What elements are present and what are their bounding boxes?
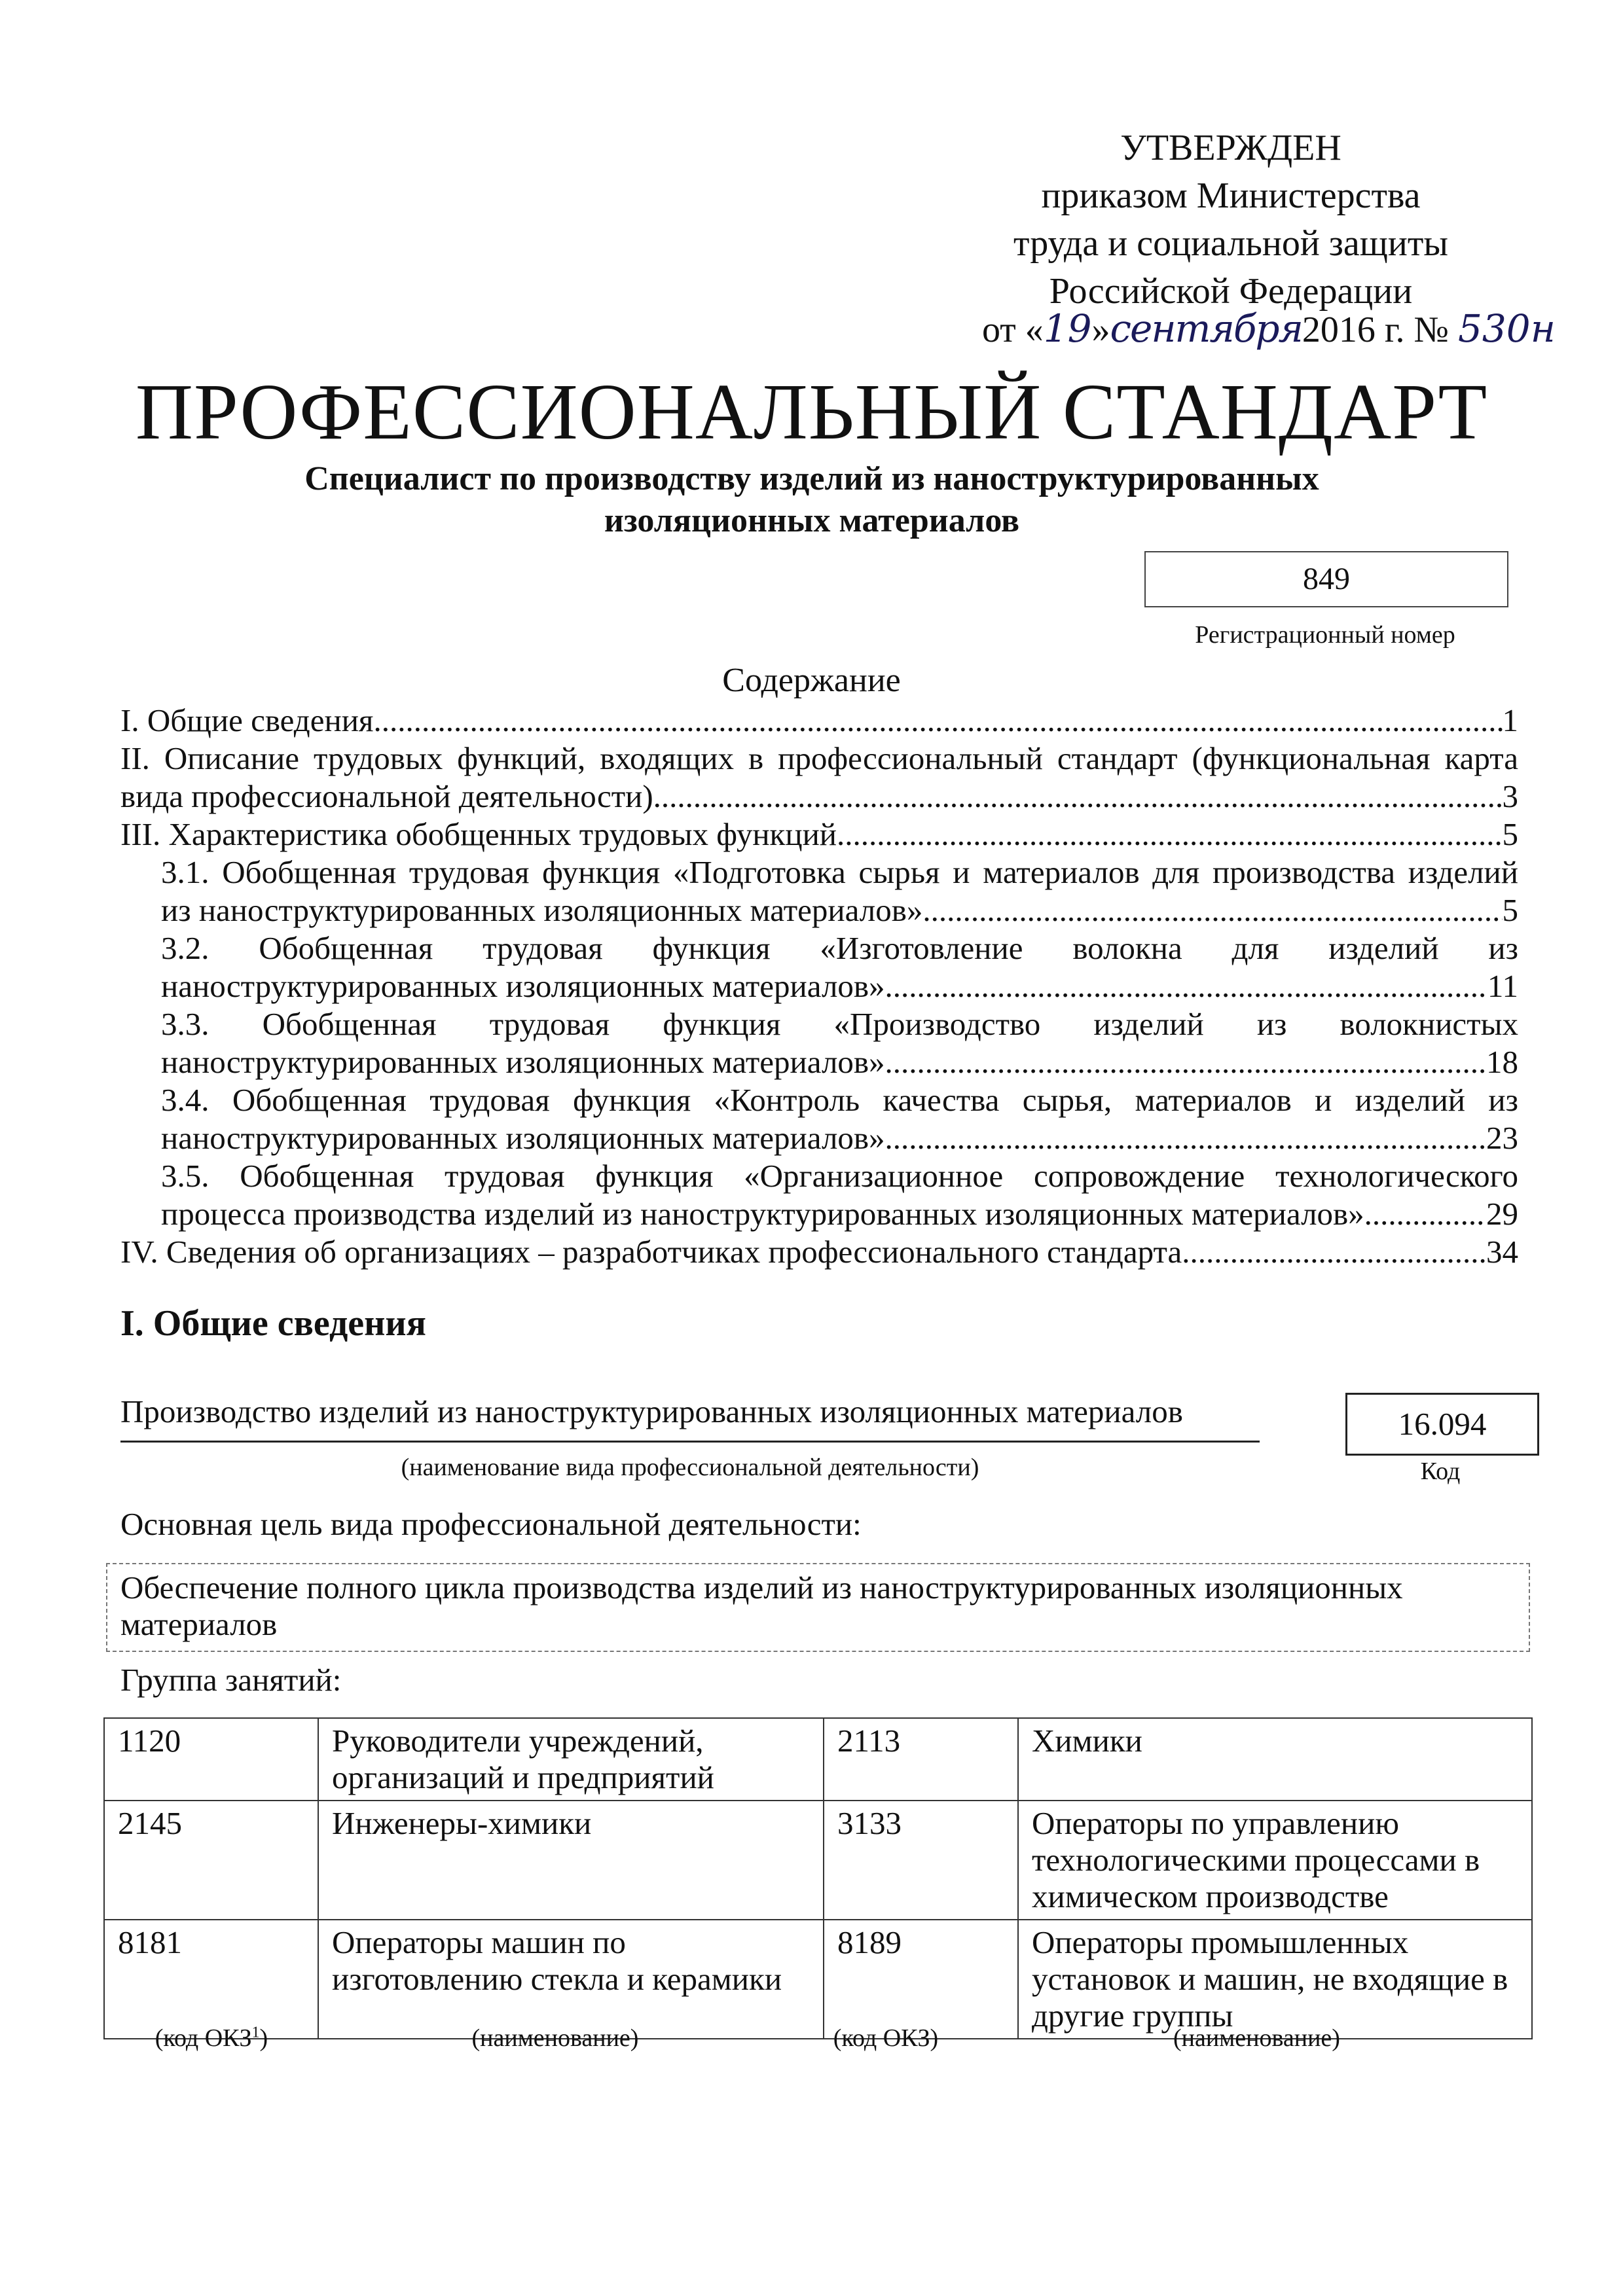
- toc-item-line[interactable]: 3.5. Обобщенная трудовая функция «Организационное сопровождение технологического: [161, 1158, 1518, 1194]
- toc-item-line[interactable]: 3.1. Обобщенная трудовая функция «Подготовка сырья и материалов для производства изделий: [161, 854, 1518, 890]
- order-day: 19: [1043, 306, 1092, 351]
- order-line: [982, 306, 1556, 351]
- footnote-marker[interactable]: 1: [251, 2024, 260, 2041]
- registration-label: Регистрационный номер: [1195, 621, 1455, 649]
- toc-item[interactable]: [161, 1043, 1518, 1081]
- toc-page: 5: [1502, 892, 1518, 928]
- occupation-name: Операторы машин по изготовлению стекла и керамики: [318, 1920, 824, 2039]
- goal-line: Обеспечение полного цикла производства изделий из наноструктурированных изоляционных: [120, 1570, 1403, 1605]
- activity-note: (наименование вида профессиональной деятельности): [401, 1454, 979, 1481]
- note-okz-code: (код ОКЗ): [833, 2024, 939, 2052]
- toc-page: 23: [1486, 1120, 1518, 1156]
- occupation-name: Инженеры-химики: [318, 1801, 824, 1920]
- approval-line: Российской Федерации: [1049, 271, 1413, 312]
- toc-item-text: вида профессиональной деятельности): [120, 778, 653, 814]
- goal-label: Основная цель вида профессиональной деятельности:: [120, 1506, 862, 1542]
- approval-line: УТВЕРЖДЕН: [1120, 128, 1341, 168]
- okz-code: 2145: [104, 1801, 318, 1920]
- approval-line: труда и социальной защиты: [1013, 223, 1448, 264]
- note-okz-code: (код ОКЗ$^1$): [155, 2024, 268, 2052]
- toc-item-line[interactable]: II. Описание трудовых функций, входящих в профессиональный стандарт (функциональная карта: [120, 740, 1518, 776]
- goal-line: материалов: [120, 1606, 278, 1642]
- toc-page: 1: [1502, 702, 1518, 738]
- toc-item[interactable]: [120, 816, 1518, 853]
- goal-box: [106, 1563, 1530, 1652]
- occupation-table: [103, 1717, 1533, 2039]
- section-title: I. Общие сведения: [120, 1303, 426, 1344]
- occupation-name: Операторы по управлению технологическими процессами в химическом производстве: [1018, 1801, 1532, 1920]
- toc-item-text: IV. Сведения об организациях – разработчиках профессионального стандарта: [120, 1234, 1182, 1270]
- toc-item-text: наноструктурированных изоляционных материалов»: [161, 1044, 885, 1080]
- okz-code: 3133: [824, 1801, 1018, 1920]
- toc-page: 18: [1486, 1044, 1518, 1080]
- note-name: (наименование): [471, 2024, 639, 2052]
- table-of-contents: [120, 702, 1518, 1271]
- toc-item[interactable]: [120, 778, 1518, 816]
- occupation-name: Операторы промышленных установок и машин, не входящие в другие группы: [1018, 1920, 1532, 2039]
- toc-item-text: процесса производства изделий из наноструктурированных изоляционных материалов»: [161, 1196, 1364, 1232]
- occupation-name: Химики: [1018, 1718, 1532, 1801]
- occupation-name: Руководители учреждений, организаций и предприятий: [318, 1718, 824, 1801]
- order-prefix: от «: [982, 310, 1044, 350]
- toc-page: 5: [1502, 816, 1518, 852]
- toc-item-text: из наноструктурированных изоляционных материалов»: [161, 892, 923, 928]
- toc-item-text: наноструктурированных изоляционных материалов»: [161, 1120, 885, 1156]
- activity-name: Производство изделий из наноструктурированных изоляционных материалов: [120, 1393, 1260, 1443]
- toc-item-line[interactable]: 3.4. Обобщенная трудовая функция «Контроль качества сырья, материалов и изделий из: [161, 1082, 1518, 1118]
- subtitle-line: Специалист по производству изделий из наноструктурированных: [304, 460, 1319, 497]
- toc-page: 3: [1502, 778, 1518, 814]
- toc-page: 34: [1486, 1234, 1518, 1270]
- approval-line: приказом Министерства: [1041, 175, 1421, 216]
- order-year: 2016 г. №: [1302, 310, 1449, 350]
- okz-code: 1120: [104, 1718, 318, 1801]
- toc-item-text: III. Характеристика обобщенных трудовых функций: [120, 816, 837, 852]
- approval-block: [969, 124, 1493, 315]
- okz-code: 8181: [104, 1920, 318, 2039]
- document-title: ПРОФЕССИОНАЛЬНЫЙ СТАНДАРТ: [135, 368, 1488, 456]
- toc-item[interactable]: [161, 1119, 1518, 1157]
- toc-heading: Содержание: [722, 662, 901, 699]
- toc-item-line[interactable]: 3.3. Обобщенная трудовая функция «Производство изделий из волокнистых: [161, 1006, 1518, 1042]
- toc-item[interactable]: [161, 891, 1518, 929]
- table-row: [104, 1920, 1532, 2039]
- toc-item[interactable]: [120, 702, 1518, 740]
- okz-code: 2113: [824, 1718, 1018, 1801]
- toc-item[interactable]: [120, 1233, 1518, 1271]
- toc-item[interactable]: [161, 1195, 1518, 1233]
- toc-item[interactable]: [161, 967, 1518, 1005]
- document-subtitle: [196, 458, 1427, 542]
- table-row: [104, 1801, 1532, 1920]
- order-month: сентября: [1110, 306, 1302, 351]
- toc-item-line[interactable]: 3.2. Обобщенная трудовая функция «Изготовление волокна для изделий из: [161, 930, 1518, 966]
- okz-code: 8189: [824, 1920, 1018, 2039]
- activity-code: 16.094: [1345, 1393, 1539, 1456]
- toc-page: 29: [1486, 1196, 1518, 1232]
- note-name: (наименование): [1173, 2024, 1340, 2052]
- toc-page: 11: [1487, 968, 1518, 1004]
- subtitle-line: изоляционных материалов: [604, 502, 1020, 539]
- column-notes: [103, 2024, 1533, 2053]
- toc-item-text: наноструктурированных изоляционных материалов»: [161, 968, 885, 1004]
- order-number: 530н: [1457, 306, 1556, 351]
- order-mid: »: [1091, 310, 1110, 350]
- table-row: [104, 1718, 1532, 1801]
- code-label: Код: [1420, 1458, 1461, 1485]
- registration-number-box: 849: [1144, 551, 1508, 607]
- toc-item-text: I. Общие сведения: [120, 702, 374, 738]
- group-label: Группа занятий:: [120, 1662, 342, 1698]
